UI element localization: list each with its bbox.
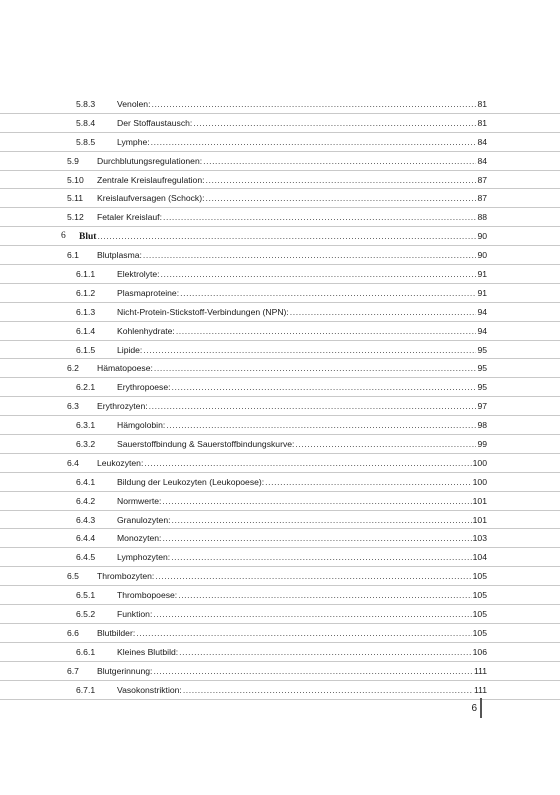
toc-entry-title: Normwerte: bbox=[117, 495, 162, 506]
toc-entry-number: 5.11 bbox=[67, 193, 84, 204]
dot-leader bbox=[155, 567, 471, 585]
dot-leader bbox=[193, 114, 476, 132]
toc-entry[interactable] bbox=[0, 548, 560, 567]
dot-leader bbox=[151, 133, 477, 151]
toc-entry[interactable] bbox=[0, 643, 560, 662]
toc-entry-page: 81 bbox=[477, 117, 487, 128]
toc-entry-line bbox=[117, 435, 487, 453]
toc-entry-page: 94 bbox=[477, 306, 487, 317]
toc-entry-title: Sauerstoffbindung & Sauerstoffbindungskurve: bbox=[117, 439, 295, 450]
toc-entry-title: Lipide: bbox=[117, 344, 143, 355]
toc-entry-number: 6.1.5 bbox=[76, 344, 96, 355]
toc-entry[interactable] bbox=[0, 303, 560, 322]
toc-entry-title: Fetaler Kreislauf: bbox=[97, 212, 162, 223]
toc-entry-number: 6.6 bbox=[67, 627, 79, 638]
dot-leader bbox=[151, 95, 476, 113]
dot-leader bbox=[295, 435, 476, 453]
dot-leader bbox=[162, 529, 471, 547]
toc-entry-number: 5.10 bbox=[67, 174, 84, 185]
dot-leader bbox=[290, 303, 477, 321]
toc-entry-title: Zentrale Kreislaufregulation: bbox=[97, 174, 205, 185]
toc-entry-title: Durchblutungsregulationen: bbox=[97, 155, 203, 166]
toc-entry-line bbox=[97, 246, 487, 264]
toc-entry-line bbox=[117, 114, 487, 132]
toc-entry-number: 6.3 bbox=[67, 401, 79, 412]
toc-entry-title: Blutbilder: bbox=[97, 627, 136, 638]
dot-leader bbox=[153, 605, 471, 623]
toc-entry[interactable] bbox=[0, 208, 560, 227]
toc-entry-line bbox=[117, 378, 487, 396]
toc-entry[interactable] bbox=[0, 624, 560, 643]
toc-entry-title: Thrombozyten: bbox=[97, 571, 155, 582]
toc-entry-line bbox=[97, 624, 487, 642]
toc-entry-page: 91 bbox=[477, 269, 487, 280]
toc-entry[interactable] bbox=[0, 189, 560, 208]
toc-entry-number: 6.7 bbox=[67, 665, 79, 676]
toc-entry-number: 6.4.3 bbox=[76, 514, 96, 525]
toc-entry-title: Granulozyten: bbox=[117, 514, 171, 525]
toc-entry-line bbox=[117, 681, 487, 699]
toc-entry-title: Lymphozyten: bbox=[117, 552, 171, 563]
toc-entry[interactable] bbox=[0, 284, 560, 303]
dot-leader bbox=[153, 662, 473, 680]
toc-entry-title: Funktion: bbox=[117, 609, 153, 620]
page-number: 6 bbox=[471, 703, 477, 714]
toc-entry-page: 105 bbox=[472, 571, 487, 582]
toc-entry-number: 5.8.5 bbox=[76, 136, 96, 147]
toc-entry-page: 97 bbox=[477, 401, 487, 412]
toc-entry[interactable] bbox=[0, 265, 560, 284]
dot-leader bbox=[144, 454, 471, 472]
toc-entry-number: 6.4.2 bbox=[76, 495, 96, 506]
toc-entry-page: 101 bbox=[472, 495, 487, 506]
toc-entry-title: Erythrozyten: bbox=[97, 401, 148, 412]
toc-entry-title: Blutplasma: bbox=[97, 250, 142, 261]
toc-entry-line bbox=[97, 152, 487, 170]
toc-entry-line bbox=[117, 643, 487, 661]
toc-entry-line bbox=[117, 303, 487, 321]
toc-entry-title: Vasokonstriktion: bbox=[117, 684, 182, 695]
toc-entry-line bbox=[117, 529, 487, 547]
dot-leader bbox=[97, 227, 476, 245]
dot-leader bbox=[172, 511, 472, 529]
toc-entry-page: 99 bbox=[477, 439, 487, 450]
toc-entry-number: 6.5.2 bbox=[76, 609, 96, 620]
toc-entry-page: 95 bbox=[477, 382, 487, 393]
dot-leader bbox=[136, 624, 471, 642]
toc-entry[interactable] bbox=[0, 322, 560, 341]
toc-entry-page: 91 bbox=[477, 287, 487, 298]
toc-entry-number: 6.4.4 bbox=[76, 533, 96, 544]
toc-entry[interactable] bbox=[0, 605, 560, 624]
toc-entry[interactable] bbox=[0, 511, 560, 530]
toc-entry-page: 103 bbox=[472, 533, 487, 544]
toc-entry-title: Erythropoese: bbox=[117, 382, 171, 393]
toc-entry-title: Lymphe: bbox=[117, 136, 150, 147]
toc-entry-number: 6.4.5 bbox=[76, 552, 96, 563]
toc-entry[interactable] bbox=[0, 529, 560, 548]
toc-entry-page: 81 bbox=[477, 99, 487, 109]
table-of-contents bbox=[0, 95, 560, 700]
toc-entry-line bbox=[117, 511, 487, 529]
toc-entry-page: 104 bbox=[472, 552, 487, 563]
dot-leader bbox=[154, 359, 477, 377]
toc-entry-page: 88 bbox=[477, 212, 487, 223]
toc-entry-number: 6.1 bbox=[67, 250, 79, 261]
toc-entry-page: 90 bbox=[477, 250, 487, 261]
toc-entry-title: Hämatopoese: bbox=[97, 363, 153, 374]
toc-entry-page: 84 bbox=[477, 155, 487, 166]
toc-entry[interactable] bbox=[0, 454, 560, 473]
toc-entry-number: 6.5.1 bbox=[76, 590, 96, 601]
toc-entry-line bbox=[117, 265, 487, 283]
toc-entry-number: 6.7.1 bbox=[76, 684, 96, 695]
toc-entry[interactable] bbox=[0, 492, 560, 511]
toc-entry-number: 6.4 bbox=[67, 457, 79, 468]
toc-entry-title: Blut bbox=[79, 232, 97, 243]
toc-entry-line bbox=[97, 189, 487, 207]
dot-leader bbox=[179, 643, 472, 661]
toc-entry-page: 105 bbox=[472, 609, 487, 620]
toc-entry-number: 6.3.2 bbox=[76, 439, 96, 450]
toc-entry[interactable] bbox=[0, 95, 560, 114]
dot-leader bbox=[162, 492, 471, 510]
dot-leader bbox=[178, 586, 471, 604]
toc-entry[interactable] bbox=[0, 359, 560, 378]
toc-entry-number: 5.8.3 bbox=[76, 99, 96, 109]
dot-leader bbox=[171, 548, 471, 566]
toc-entry-line bbox=[117, 605, 487, 623]
toc-entry-number: 6 bbox=[61, 231, 66, 242]
dot-leader bbox=[149, 397, 477, 415]
dot-leader bbox=[265, 473, 472, 491]
toc-entry-page: 100 bbox=[472, 476, 487, 487]
toc-entry-line bbox=[117, 284, 487, 302]
toc-entry-line bbox=[117, 548, 487, 566]
toc-entry-page: 87 bbox=[477, 193, 487, 204]
toc-entry[interactable] bbox=[0, 227, 560, 246]
toc-entry[interactable] bbox=[0, 586, 560, 605]
toc-entry-number: 6.6.1 bbox=[76, 646, 96, 657]
toc-entry[interactable] bbox=[0, 416, 560, 435]
toc-entry-title: Kreislaufversagen (Schock): bbox=[97, 193, 205, 204]
toc-entry-page: 95 bbox=[477, 344, 487, 355]
toc-entry-page: 87 bbox=[477, 174, 487, 185]
toc-entry-number: 6.2 bbox=[67, 363, 79, 374]
dot-leader bbox=[180, 284, 476, 302]
toc-entry-page: 100 bbox=[472, 457, 487, 468]
toc-entry-title: Nicht-Protein-Stickstoff-Verbindungen (NPN): bbox=[117, 306, 289, 317]
toc-entry[interactable] bbox=[0, 133, 560, 152]
page-number-divider bbox=[480, 698, 482, 718]
toc-entry-number: 5.8.4 bbox=[76, 117, 96, 128]
toc-entry-line bbox=[117, 322, 487, 340]
toc-entry-page: 111 bbox=[473, 684, 487, 695]
toc-entry-title: Bildung der Leukozyten (Leukopoese): bbox=[117, 476, 265, 487]
dot-leader bbox=[166, 416, 476, 434]
toc-entry-number: 6.4.1 bbox=[76, 476, 96, 487]
toc-entry-number: 6.5 bbox=[67, 571, 79, 582]
toc-entry[interactable] bbox=[0, 152, 560, 171]
toc-entry[interactable] bbox=[0, 397, 560, 416]
toc-entry[interactable] bbox=[0, 435, 560, 454]
toc-entry-line bbox=[79, 227, 487, 246]
toc-entry-page: 101 bbox=[472, 514, 487, 525]
toc-entry-line bbox=[97, 171, 487, 189]
toc-entry-title: Venolen: bbox=[117, 99, 151, 109]
toc-entry-number: 5.12 bbox=[67, 212, 84, 223]
toc-entry[interactable] bbox=[0, 681, 560, 700]
toc-entry-title: Kleines Blutbild: bbox=[117, 646, 179, 657]
toc-entry-line bbox=[97, 454, 487, 472]
toc-entry-line bbox=[117, 95, 487, 113]
toc-entry[interactable] bbox=[0, 662, 560, 681]
toc-entry-number: 6.1.4 bbox=[76, 325, 96, 336]
dot-leader bbox=[205, 189, 476, 207]
dot-leader bbox=[143, 246, 477, 264]
toc-entry-line bbox=[97, 397, 487, 415]
toc-entry-title: Blutgerinnung: bbox=[97, 665, 153, 676]
toc-entry[interactable] bbox=[0, 114, 560, 133]
toc-entry-line bbox=[97, 359, 487, 377]
toc-entry-line bbox=[117, 473, 487, 491]
toc-entry-line bbox=[117, 586, 487, 604]
toc-entry-title: Elektrolyte: bbox=[117, 269, 160, 280]
toc-entry-line bbox=[97, 567, 487, 585]
dot-leader bbox=[205, 171, 476, 189]
toc-entry[interactable] bbox=[0, 341, 560, 360]
dot-leader bbox=[176, 322, 477, 340]
toc-entry-line bbox=[97, 208, 487, 226]
toc-entry-number: 6.3.1 bbox=[76, 420, 96, 431]
dot-leader bbox=[163, 208, 476, 226]
toc-entry-page: 106 bbox=[472, 646, 487, 657]
dot-leader bbox=[143, 341, 476, 359]
toc-entry-line bbox=[97, 662, 487, 680]
dot-leader bbox=[203, 152, 476, 170]
toc-entry-title: Hämgolobin: bbox=[117, 420, 166, 431]
toc-entry-number: 6.1.3 bbox=[76, 306, 96, 317]
toc-entry-title: Plasmaproteine: bbox=[117, 287, 180, 298]
toc-entry[interactable] bbox=[0, 473, 560, 492]
dot-leader bbox=[183, 681, 473, 699]
toc-entry-page: 98 bbox=[477, 420, 487, 431]
toc-entry-line bbox=[117, 133, 487, 151]
toc-entry-line bbox=[117, 492, 487, 510]
toc-entry[interactable] bbox=[0, 378, 560, 397]
toc-entry-page: 90 bbox=[477, 231, 487, 242]
toc-entry-title: Der Stoffaustausch: bbox=[117, 117, 193, 128]
toc-entry-title: Monozyten: bbox=[117, 533, 162, 544]
toc-entry-page: 95 bbox=[477, 363, 487, 374]
toc-entry-number: 6.2.1 bbox=[76, 382, 96, 393]
toc-entry-page: 84 bbox=[477, 136, 487, 147]
toc-entry-number: 6.1.2 bbox=[76, 287, 96, 298]
toc-entry-page: 111 bbox=[473, 665, 487, 676]
toc-entry-page: 105 bbox=[472, 590, 487, 601]
toc-entry-page: 105 bbox=[472, 627, 487, 638]
toc-entry-title: Kohlenhydrate: bbox=[117, 325, 175, 336]
toc-entry[interactable] bbox=[0, 246, 560, 265]
toc-entry-title: Leukozyten: bbox=[97, 457, 144, 468]
dot-leader bbox=[172, 378, 477, 396]
toc-entry-page: 94 bbox=[477, 325, 487, 336]
toc-entry[interactable] bbox=[0, 567, 560, 586]
toc-entry-line bbox=[117, 416, 487, 434]
toc-entry-title: Thrombopoese: bbox=[117, 590, 178, 601]
toc-entry-line bbox=[117, 341, 487, 359]
toc-entry-number: 6.1.1 bbox=[76, 269, 96, 280]
dot-leader bbox=[161, 265, 477, 283]
toc-entry-number: 5.9 bbox=[67, 155, 79, 166]
toc-entry[interactable] bbox=[0, 171, 560, 190]
